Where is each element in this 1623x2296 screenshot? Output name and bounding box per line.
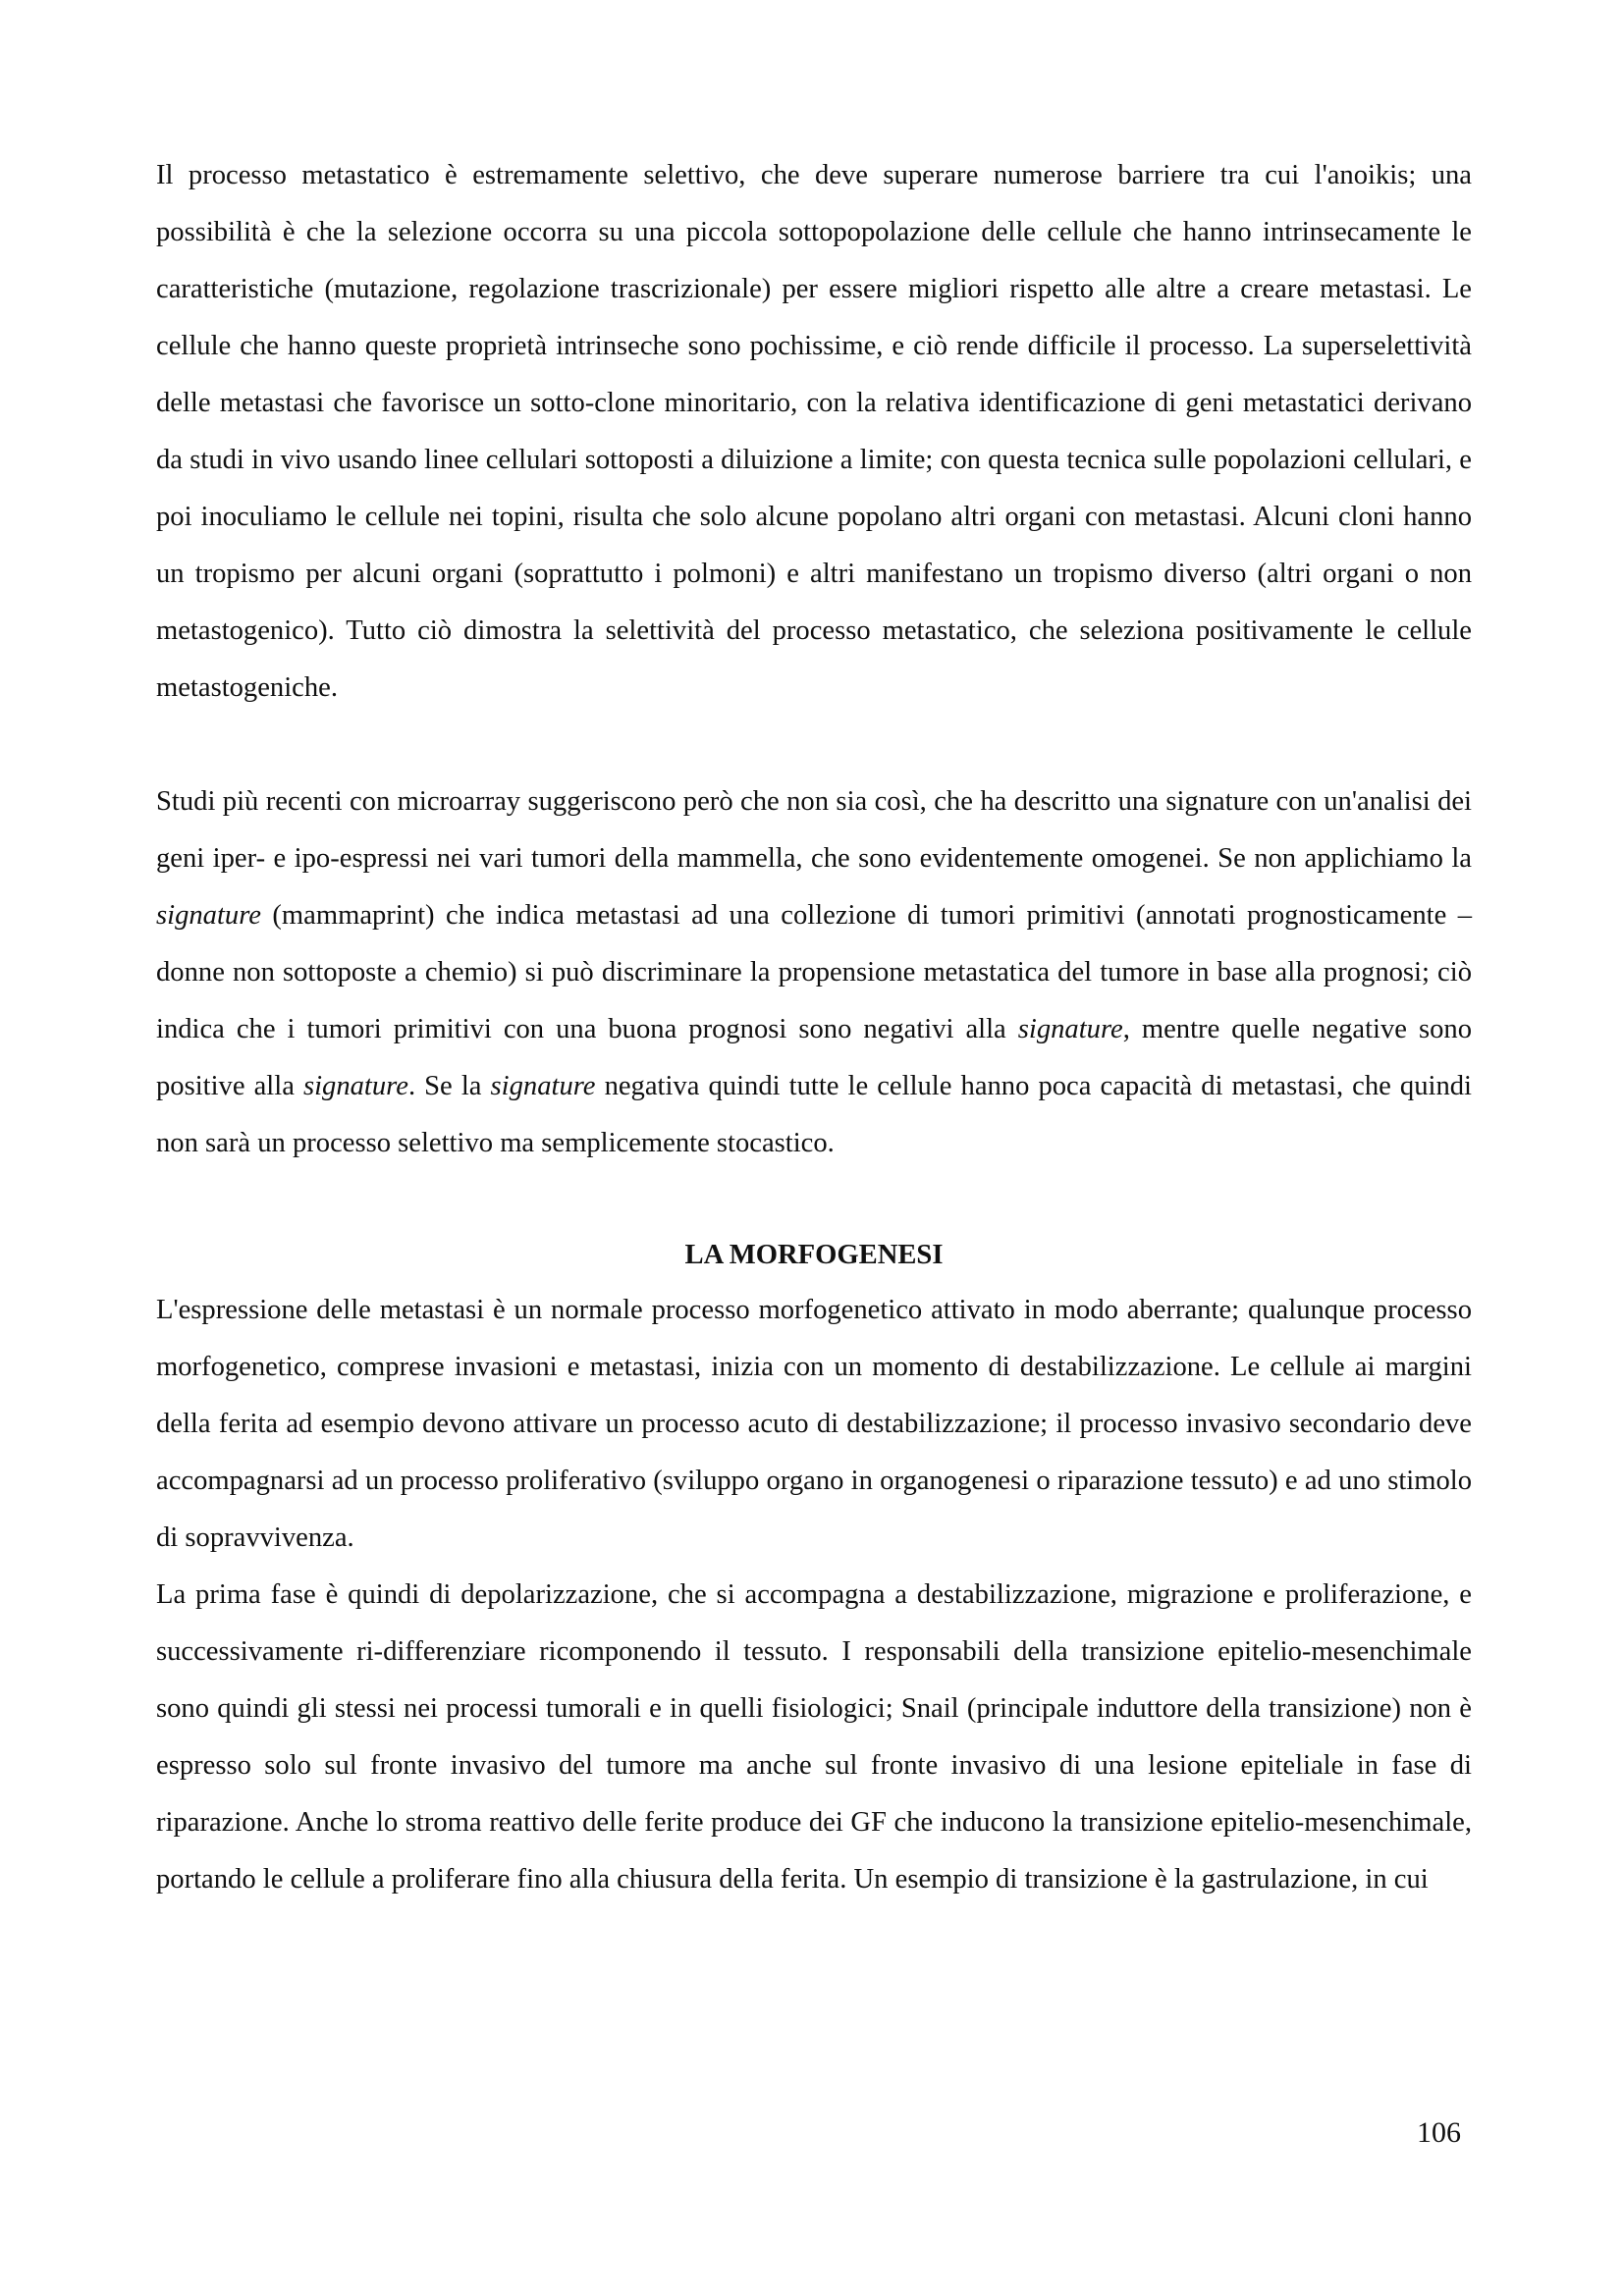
paragraph-depolarization: La prima fase è quindi di depolarizzazione, che si accompagna a destabilizzazione, migrazione e proliferazione, e successivamente ri-differenziare ricomponendo il tessuto. I responsabili della transizione epitelio-mesenchimale sono quindi gli stessi nei processi tumorali e in quelli fisiologici; Snail (principale induttore della transizione) non è espresso solo sul fronte invasivo del tumore ma anche sul fronte invasivo di una lesione epiteliale in fase di riparazione. Anche lo stroma reattivo delle ferite produce dei GF che inducono la transizione epitelio-mesenchimale, portando le cellule a proliferare fino alla chiusura della ferita. Un esempio di transizione è la gastrulazione, in cui [156,1579,1472,1895]
text-segment: Studi più recenti con microarray suggeriscono però che non sia così, che ha descritto una signature con un'analisi dei geni iper- e ipo-espressi nei vari tumori della mammella, che sono evidentemente omogenei. Se non applichiamo la [156,786,1472,874]
page-number: 106 [1417,2116,1461,2149]
page-content [156,147,1472,1908]
italic-term: signature [302,1071,408,1101]
paragraph-metastatic-selectivity: Il processo metastatico è estremamente selettivo, che deve superare numerose barriere tra cui l'anoikis; una possibilità è che la selezione occorra su una piccola sottopopolazione delle cellule che hanno intrinsecamente le caratteristiche (mutazione, regolazione trascrizionale) per essere migliori rispetto alle altre a creare metastasi. Le cellule che hanno queste proprietà intrinseche sono pochissime, e ciò rende difficile il processo. La superselettività delle metastasi che favorisce un sotto-clone minoritario, con la relativa identificazione di geni metastatici derivano da studi in vivo usando linee cellulari sottoposti a diluizione a limite; con questa tecnica sulle popolazioni cellulari, e poi inoculiamo le cellule nei topini, risulta che solo alcune popolano altri organi con metastasi. Alcuni cloni hanno un tropismo per alcuni organi (soprattutto i polmoni) e altri manifestano un tropismo diverso (altri organi o non metastogenico). Tutto ciò dimostra la selettività del processo metastatico, che seleziona positivamente le cellule metastogeniche. [156,160,1472,703]
italic-term: signature [156,900,261,931]
text-segment: negativa quindi tutte le cellule hanno poca capacità di metastasi, che quindi non sarà un processo selettivo ma semplicemente stocastico. [156,1071,1472,1158]
italic-term: signature [1017,1014,1123,1044]
text-segment: . Se la [407,1071,491,1101]
italic-term: signature [490,1071,596,1101]
paragraph-microarray-studies [156,774,1472,1172]
text-segment: (mammaprint) che indica metastasi ad una collezione di tumori primitivi (annotati prognosticamente – donne non sottoposte a chemio) si può discriminare la propensione metastatica del tumore in base alla prognosi; ciò indica che i tumori primitivi con una buona prognosi sono negativi alla [156,900,1472,1044]
text-segment: , mentre quelle negative sono positive alla [156,1014,1472,1101]
section-heading: LA MORFOGENESI [684,1240,944,1270]
paragraph-morphogenesis: L'espressione delle metastasi è un normale processo morfogenetico attivato in modo aberrante; qualunque processo morfogenetico, comprese invasioni e metastasi, inizia con un momento di destabilizzazione. Le cellule ai margini della ferita ad esempio devono attivare un processo acuto di destabilizzazione; il processo invasivo secondario deve accompagnarsi ad un processo proliferativo (sviluppo organo in organogenesi o riparazione tessuto) e ad uno stimolo di sopravvivenza. [156,1295,1472,1553]
